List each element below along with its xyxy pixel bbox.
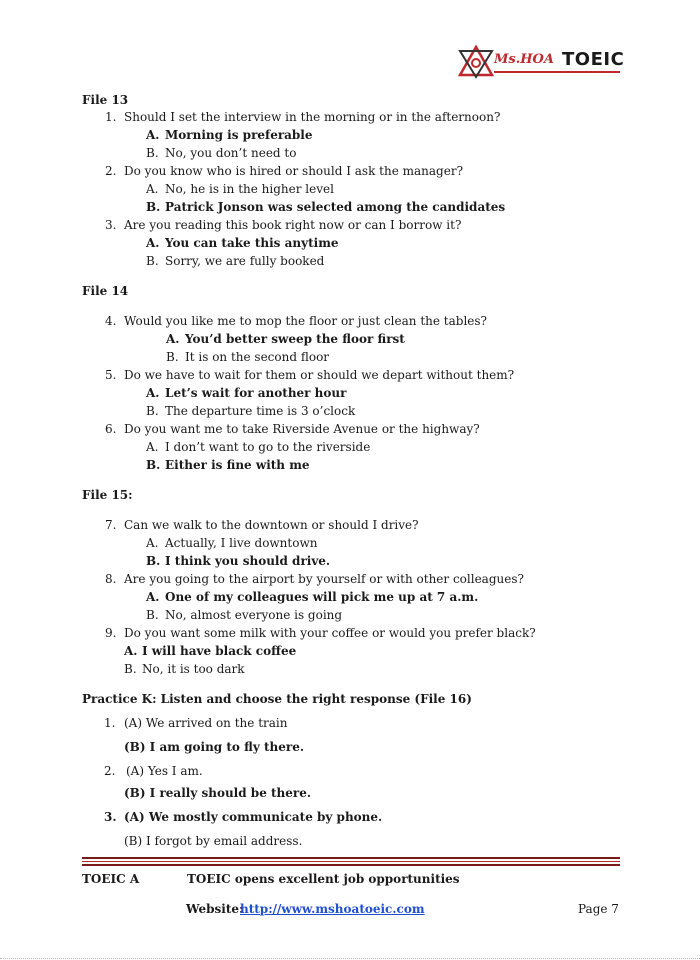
question-number: 3. <box>105 218 117 232</box>
section-title-file14: File 14 <box>82 284 129 298</box>
answer-option-a: You can take this anytime <box>165 236 339 250</box>
logo-underline <box>494 71 620 73</box>
option-letter: B. <box>146 608 159 622</box>
logo-toeic-text: TOEIC <box>562 49 625 70</box>
question-number: 9. <box>105 626 117 640</box>
answer-option-a: Morning is preferable <box>165 128 313 142</box>
question-text: Can we walk to the downtown or should I drive? <box>124 518 419 532</box>
option-letter: B. <box>124 662 137 676</box>
option-letter: A. <box>146 386 160 400</box>
answer-option-b: No, it is too dark <box>142 662 245 676</box>
question-text: Are you going to the airport by yourself or with other colleagues? <box>124 572 524 586</box>
answer-option-a: I will have black coffee <box>142 644 297 658</box>
answer-option-a: You’d better sweep the floor first <box>185 332 405 346</box>
question-text: Do you want me to take Riverside Avenue or the highway? <box>124 422 480 436</box>
option-letter: A. <box>124 644 138 658</box>
option-letter: B. <box>166 350 179 364</box>
answer-option-b: Patrick Jonson was selected among the candidates <box>165 200 506 214</box>
question-text: Should I set the interview in the morning or in the afternoon? <box>124 110 501 124</box>
question-text: Do you want some milk with your coffee or would you prefer black? <box>124 626 536 640</box>
section-title-file15: File 15: <box>82 488 133 502</box>
question-number: 1. <box>105 110 117 124</box>
answer-option-a: (A) Yes I am. <box>126 764 203 778</box>
answer-option-a: Actually, I live downtown <box>165 536 318 550</box>
option-letter: A. <box>146 536 159 550</box>
answer-option-b: Either is fine with me <box>165 458 310 472</box>
section-title-practice: Practice K: Listen and choose the right response (File 16) <box>82 692 472 706</box>
answer-option-b: (B) I am going to fly there. <box>124 740 304 754</box>
answer-option-a: I don’t want to go to the riverside <box>165 440 371 454</box>
question-number: 4. <box>105 314 117 328</box>
option-letter: B. <box>146 254 159 268</box>
answer-option-b: (B) I really should be there. <box>124 786 312 800</box>
footer-rule-bottom <box>82 864 620 866</box>
footer-rule-top <box>82 857 620 859</box>
answer-option-b: The departure time is 3 o’clock <box>165 404 356 418</box>
footer-rule-mid <box>82 861 620 862</box>
question-number: 1. <box>104 716 116 730</box>
option-letter: B. <box>146 554 161 568</box>
question-text: Do we have to wait for them or should we depart without them? <box>124 368 515 382</box>
option-letter: A. <box>146 440 159 454</box>
answer-option-a: (A) We arrived on the train <box>124 716 288 730</box>
question-text: Do you know who is hired or should I ask the manager? <box>124 164 464 178</box>
footer-slogan: TOEIC opens excellent job opportunities <box>187 872 460 886</box>
question-number: 6. <box>105 422 117 436</box>
question-number: 7. <box>105 518 117 532</box>
option-letter: A. <box>146 128 160 142</box>
answer-option-a: Let’s wait for another hour <box>165 386 347 400</box>
option-letter: B. <box>146 404 159 418</box>
question-text: Are you reading this book right now or can I borrow it? <box>124 218 462 232</box>
option-letter: A. <box>146 590 160 604</box>
page-bottom-divider <box>0 958 700 959</box>
answer-option-b: (B) I forgot by email address. <box>124 834 303 848</box>
answer-option-b: No, almost everyone is going <box>165 608 343 622</box>
footer-left-label: TOEIC A <box>82 872 140 886</box>
option-letter: B. <box>146 458 161 472</box>
page-number: Page 7 <box>578 902 619 916</box>
question-text: Would you like me to mop the floor or just clean the tables? <box>124 314 487 328</box>
logo-emblem-icon <box>456 44 496 80</box>
question-number: 2. <box>105 164 117 178</box>
footer-website-label: Website: <box>186 902 244 916</box>
option-letter: A. <box>146 236 160 250</box>
question-number: 8. <box>105 572 117 586</box>
brand-logo <box>456 44 626 82</box>
answer-option-a: (A) We mostly communicate by phone. <box>124 810 383 824</box>
logo-ms-text: Ms.HOA <box>494 52 554 67</box>
option-letter: B. <box>146 200 161 214</box>
question-number: 2. <box>104 764 116 778</box>
footer-website-link[interactable]: http://www.mshoatoeic.com <box>240 902 425 916</box>
option-letter: A. <box>146 182 159 196</box>
answer-option-b: I think you should drive. <box>165 554 331 568</box>
answer-option-a: No, he is in the higher level <box>165 182 334 196</box>
answer-option-b: Sorry, we are fully booked <box>165 254 325 268</box>
answer-option-b: It is on the second floor <box>185 350 330 364</box>
answer-option-a: One of my colleagues will pick me up at 7 a.m. <box>165 590 479 604</box>
answer-option-b: No, you don’t need to <box>165 146 297 160</box>
section-title-file13: File 13 <box>82 93 129 107</box>
option-letter: B. <box>146 146 159 160</box>
question-number: 5. <box>105 368 117 382</box>
question-number: 3. <box>104 810 117 824</box>
option-letter: A. <box>166 332 180 346</box>
